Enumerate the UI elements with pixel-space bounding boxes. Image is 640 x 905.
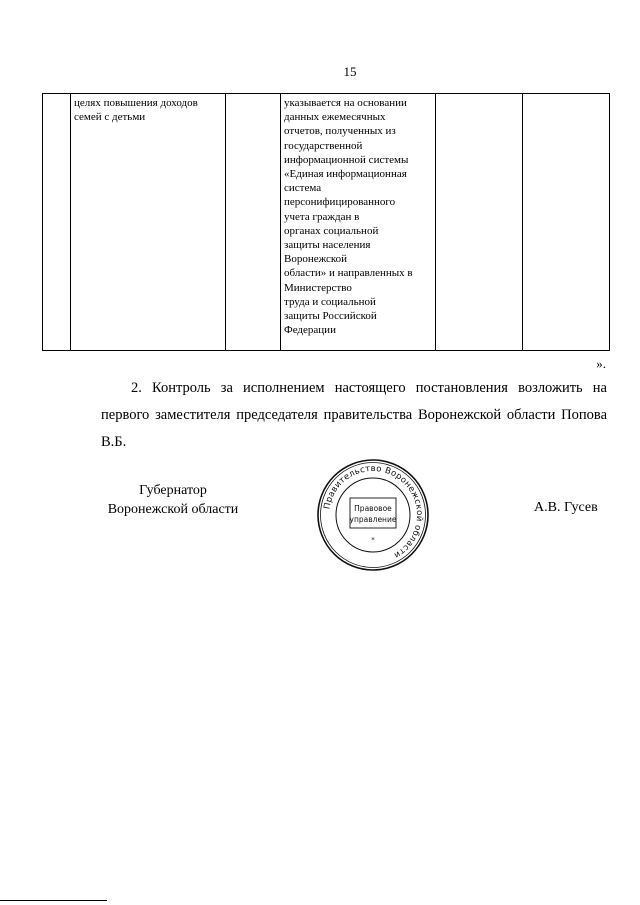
table-row	[43, 94, 610, 351]
table-cell-4: указывается на основании данных ежемесячных отчетов, полученных из государственной информационной системы «Единая информационная система персонифицированного учета граждан в органах социальной защиты населения Воронежской области» и направленных в Министерство труда и социальной защиты Российской Федерации	[281, 94, 436, 351]
signatory-name: А.В. Гусев	[534, 500, 598, 515]
stamp-ring-text: Правительство Воронежской области	[322, 463, 425, 561]
paragraph-text: 2. Контроль за исполнением настоящего постановления возложить на первого заместителя председателя правительства Воронежской области Попова В.Б.	[101, 380, 607, 450]
svg-text:*: *	[371, 536, 375, 544]
table-cell-5	[436, 94, 523, 351]
table-cell-6	[523, 94, 610, 351]
official-stamp	[316, 458, 430, 572]
signatory-title: Губернатор Воронежской области	[107, 483, 239, 517]
table-cell-1	[43, 94, 71, 351]
svg-text:Правовое: Правовое	[354, 504, 392, 513]
table-fragment	[42, 93, 610, 351]
table-cell-3	[226, 94, 281, 351]
svg-text:управление: управление	[349, 515, 397, 524]
closing-quote: ».	[596, 356, 606, 371]
footer-rule	[0, 900, 107, 901]
page-number: 15	[343, 64, 357, 79]
body-paragraph	[101, 375, 607, 456]
table-cell-2: целях повышения доходов семей с детьми	[71, 94, 226, 351]
